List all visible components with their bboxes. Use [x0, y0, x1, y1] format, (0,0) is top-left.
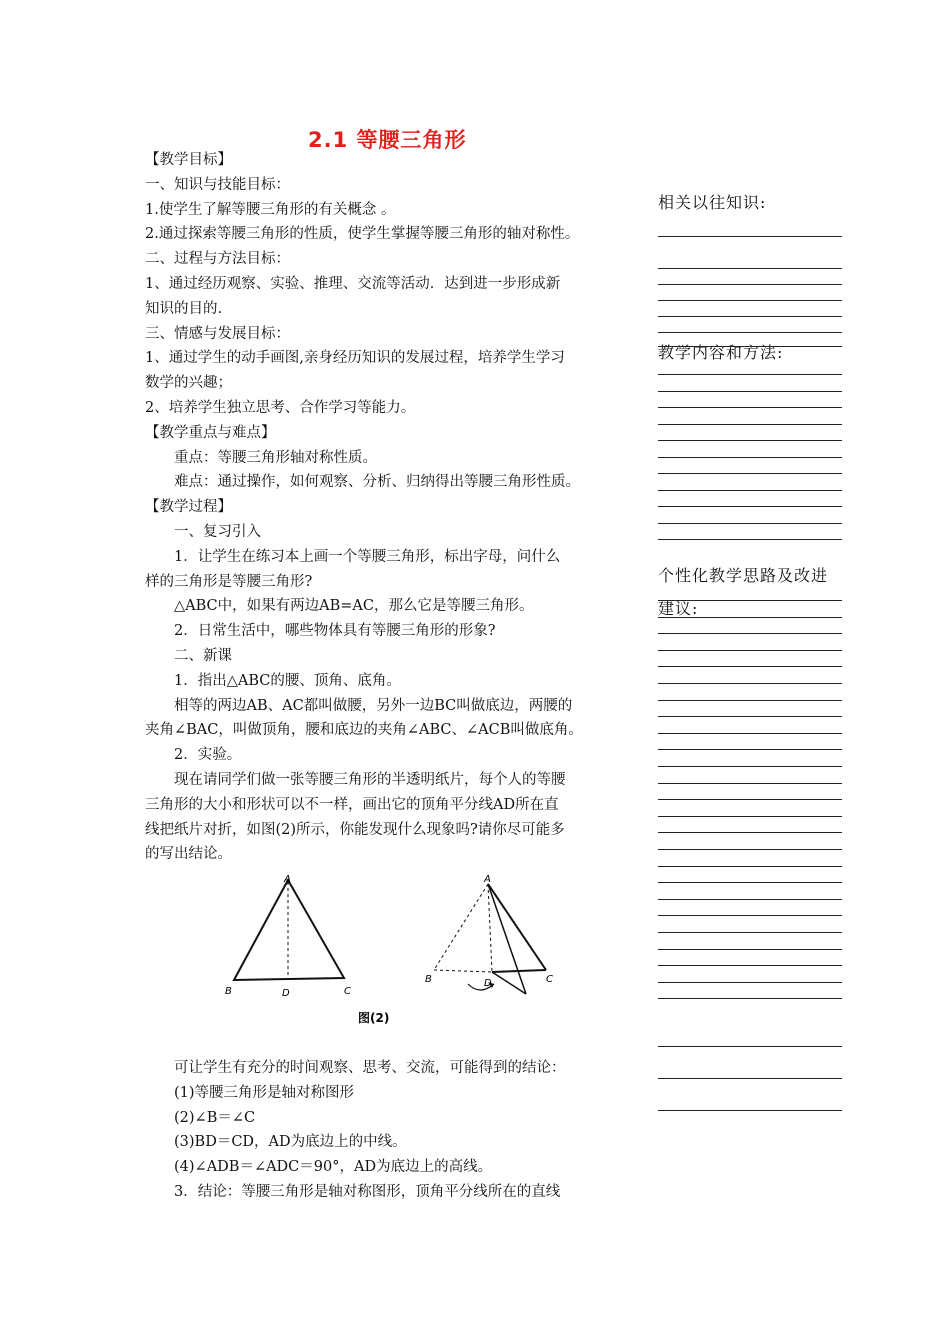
note-line — [658, 866, 842, 867]
label-b-right: B — [425, 974, 432, 985]
note-line — [658, 650, 842, 651]
note-line — [658, 998, 842, 999]
note-line — [658, 1078, 842, 1079]
page-title: 2.1 等腰三角形 — [308, 128, 467, 152]
note-line — [658, 799, 842, 800]
text-line: 1、通过经历观察、实验、推理、交流等活动．达到进一步形成新 — [145, 276, 561, 292]
text-line: 三角形的大小和形状可以不一样，画出它的顶角平分线AD所在直 — [145, 796, 559, 813]
label-b-left: B — [225, 986, 232, 997]
isosceles-triangle-figure — [222, 872, 602, 1032]
note-line — [658, 473, 842, 474]
note-line — [658, 600, 842, 601]
note-line — [658, 666, 842, 667]
note-line — [658, 816, 842, 817]
sidebar-heading-personalized: 个性化教学思路及改进 — [658, 566, 829, 585]
text-line: 数学的兴趣； — [145, 375, 232, 392]
note-line — [658, 982, 842, 983]
text-line: 1．让学生在练习本上画一个等腰三角形，标出字母，问什么 — [145, 548, 561, 565]
text-line: 2．日常生活中，哪些物体具有等腰三角形的形象? — [145, 623, 496, 640]
note-line — [658, 391, 842, 392]
text-line: 一、知识与技能目标： — [145, 176, 290, 193]
note-line — [658, 539, 842, 540]
note-line — [658, 440, 842, 441]
note-line — [658, 506, 842, 507]
text-line: 相等的两边AB、AC都叫做腰，另外一边BC叫做底边，两腰的 — [145, 697, 573, 714]
note-line — [658, 749, 842, 750]
note-line — [658, 633, 842, 634]
text-line: (2)∠B＝∠C — [145, 1109, 256, 1126]
text-line: 难点：通过操作，如何观察、分析、归纳得出等腰三角形性质。 — [145, 474, 580, 491]
note-line — [658, 915, 842, 916]
note-line — [658, 849, 842, 850]
text-line: 2、培养学生独立思考、合作学习等能力。 — [145, 400, 416, 416]
note-line — [658, 490, 842, 491]
note-line — [658, 733, 842, 734]
note-line — [658, 374, 842, 375]
note-line — [658, 332, 842, 333]
text-line: 知识的目的. — [145, 300, 223, 317]
note-line — [658, 284, 842, 285]
note-line — [658, 882, 842, 883]
text-line: (4)∠ADB＝∠ADC＝90°，AD为底边上的高线。 — [145, 1159, 493, 1176]
note-line — [658, 300, 842, 301]
text-line: 3．结论：等腰三角形是轴对称图形，顶角平分线所在的直线 — [145, 1184, 561, 1200]
text-line: 二、过程与方法目标： — [145, 251, 290, 268]
note-line — [658, 236, 842, 237]
note-line — [658, 316, 842, 317]
text-line: 2.通过探索等腰三角形的性质，使学生掌握等腰三角形的轴对称性。 — [145, 226, 580, 243]
text-line: 一、复习引入 — [145, 524, 261, 540]
text-line: 三、情感与发展目标： — [145, 325, 290, 342]
text-line: 夹角∠BAC，叫做顶角，腰和底边的夹角∠ABC、∠ACB叫做底角。 — [145, 722, 583, 739]
note-line — [658, 716, 842, 717]
note-line — [658, 523, 842, 524]
text-line: 【教学目标】 — [145, 152, 232, 168]
note-line — [658, 949, 842, 950]
text-line: 1.使学生了解等腰三角形的有关概念 。 — [145, 201, 396, 218]
note-line — [658, 766, 842, 767]
label-a-right: A — [484, 874, 491, 885]
note-line — [658, 783, 842, 784]
note-line — [658, 268, 842, 269]
note-line — [658, 932, 842, 933]
text-line: 1、通过学生的动手画图,亲身经历知识的发展过程，培养学生学习 — [145, 350, 565, 367]
label-d-right: D — [484, 978, 492, 989]
text-line: 1．指出△ABC的腰、顶角、底角。 — [145, 672, 401, 689]
figure-caption: 图(2) — [358, 1011, 390, 1025]
sidebar-heading-content-methods: 教学内容和方法: — [658, 343, 784, 362]
note-line — [658, 965, 842, 966]
triangle-left — [234, 880, 344, 980]
note-line — [658, 617, 842, 618]
text-line: 现在请同学们做一张等腰三角形的半透明纸片，每个人的等腰 — [145, 772, 566, 788]
label-c-right: C — [546, 974, 553, 985]
text-line: △ABC中，如果有两边AB=AC，那么它是等腰三角形。 — [145, 598, 534, 615]
sidebar-heading-prior-knowledge: 相关以往知识: — [658, 193, 767, 212]
text-line: 的写出结论。 — [145, 846, 232, 863]
text-line: (1)等腰三角形是轴对称图形 — [145, 1084, 355, 1101]
text-line: 【教学重点与难点】 — [145, 424, 276, 441]
note-line — [658, 1046, 842, 1047]
text-line: (3)BD＝CD，AD为底边上的中线。 — [145, 1134, 407, 1151]
note-line — [658, 683, 842, 684]
text-line: 线把纸片对折，如图(2)所示，你能发现什么现象吗?请你尽可能多 — [145, 821, 565, 838]
note-line — [658, 899, 842, 900]
text-line: 2．实验。 — [145, 747, 242, 764]
text-line: 样的三角形是等腰三角形? — [145, 573, 313, 590]
text-line: 二、新课 — [145, 648, 232, 664]
note-line — [658, 407, 842, 408]
note-line — [658, 832, 842, 833]
note-line — [658, 424, 842, 425]
label-a-left: A — [284, 874, 291, 885]
note-line — [658, 700, 842, 701]
note-line — [658, 457, 842, 458]
label-c-left: C — [344, 986, 351, 997]
sidebar-heading-suggestions: 建议: — [658, 599, 699, 618]
note-line — [658, 346, 842, 347]
text-line: 【教学过程】 — [145, 499, 232, 516]
label-d-left: D — [282, 988, 290, 999]
text-line: 可让学生有充分的时间观察、思考、交流，可能得到的结论： — [145, 1060, 566, 1076]
note-line — [658, 1110, 842, 1111]
text-line: 重点：等腰三角形轴对称性质。 — [145, 449, 377, 466]
